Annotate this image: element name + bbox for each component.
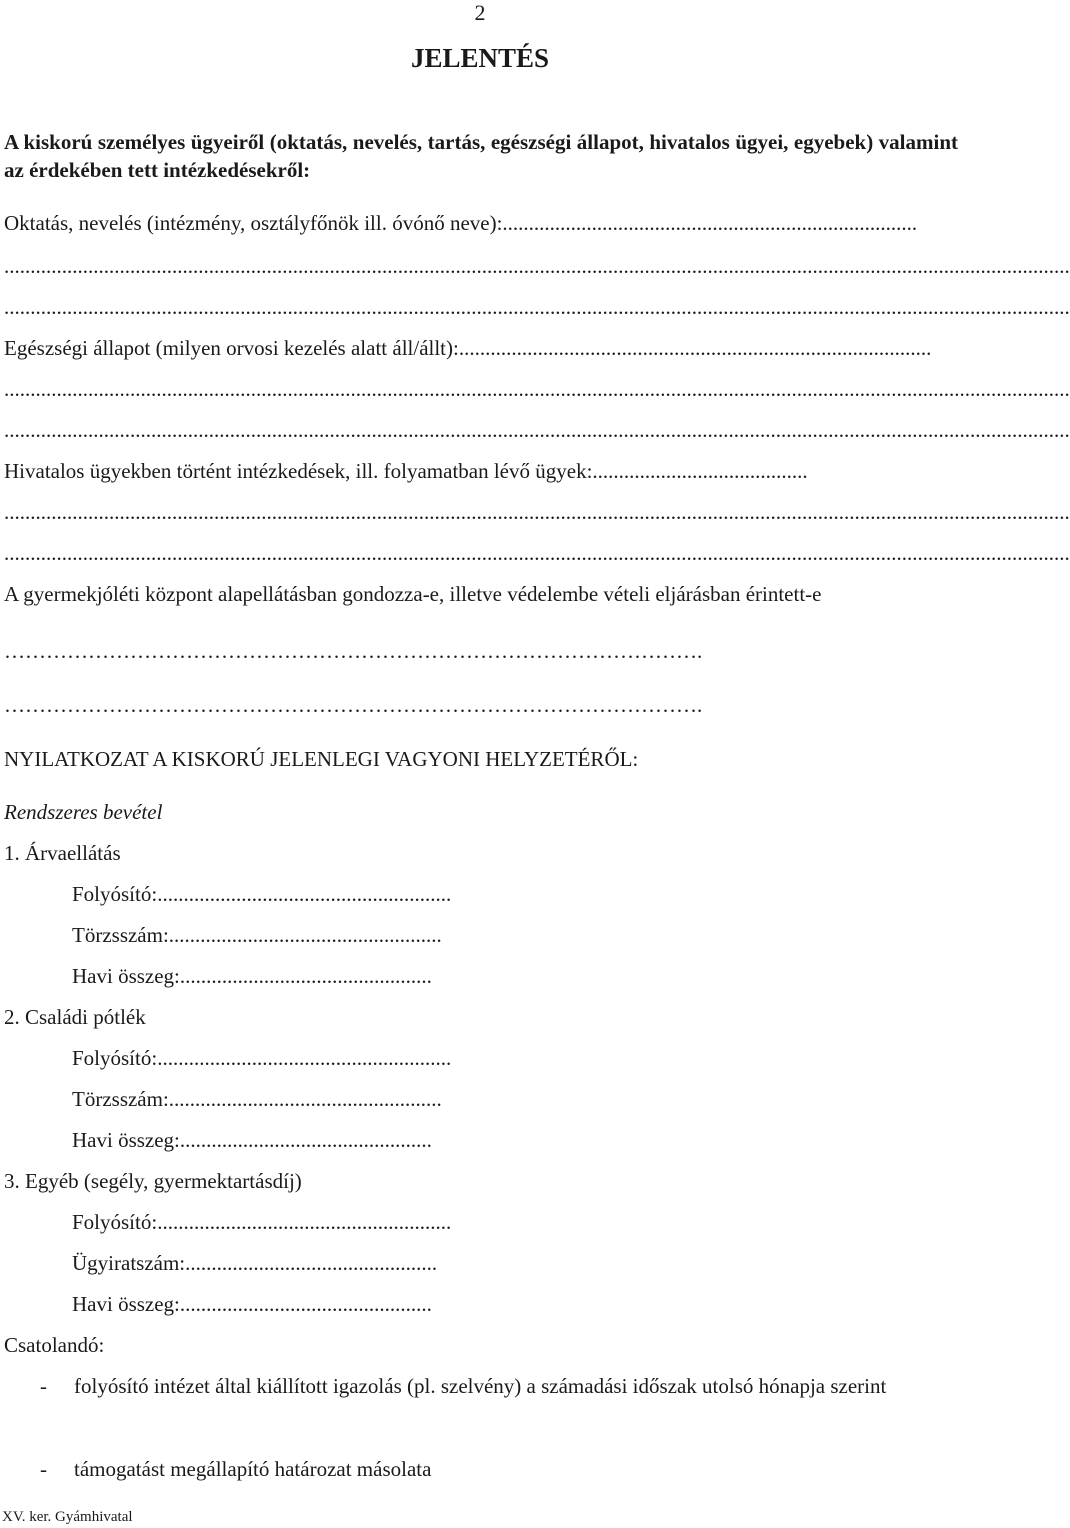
document-title: JELENTÉS bbox=[410, 43, 550, 73]
list-bullet: - bbox=[40, 1374, 47, 1398]
regular-income-label: Rendszeres bevétel bbox=[4, 800, 163, 824]
field-label: Törzsszám: bbox=[72, 1087, 169, 1111]
answer-line[interactable]: ………………………………………………………………………………………. bbox=[4, 639, 703, 663]
answer-dots[interactable]: ............................................................................... bbox=[502, 211, 918, 235]
answer-line[interactable]: ........................................................................................................................................................................................................... bbox=[4, 418, 1070, 442]
answer-line[interactable]: ........................................................................................................................................................................................................... bbox=[4, 295, 1070, 319]
field-monthly-amount bbox=[72, 963, 432, 989]
field-label: Havi összeg: bbox=[72, 964, 180, 988]
field-label: Havi összeg: bbox=[72, 1128, 180, 1152]
field-label: Folyósító: bbox=[72, 1210, 158, 1234]
question-health bbox=[4, 335, 932, 361]
page-number: 2 bbox=[474, 0, 486, 25]
field-label: Törzsszám: bbox=[72, 923, 169, 947]
field-disburser bbox=[72, 881, 451, 907]
field-dots[interactable]: ................................................ bbox=[179, 1128, 432, 1152]
intro-paragraph: A kiskorú személyes ügyeiről (oktatás, nevelés, tartás, egészségi állapot, hivatalos ügyei, egyebek) valamint az érdekében tett intézkedésekről: bbox=[4, 130, 958, 182]
answer-dots[interactable]: ......................................... bbox=[592, 459, 808, 483]
attachments-label: Csatolandó: bbox=[4, 1333, 105, 1357]
field-registration-number bbox=[72, 922, 442, 948]
field-dots[interactable]: ........................................................ bbox=[157, 1046, 452, 1070]
field-dots[interactable]: ........................................................ bbox=[157, 1210, 452, 1234]
field-dots[interactable]: ................................................ bbox=[179, 964, 432, 988]
field-dots[interactable]: ........................................................ bbox=[157, 882, 452, 906]
list-bullet: - bbox=[40, 1457, 47, 1481]
field-registration-number bbox=[72, 1086, 442, 1112]
attachment-item-resolution-copy: támogatást megállapító határozat másolata bbox=[74, 1457, 432, 1481]
answer-dots[interactable]: .......................................................................................... bbox=[458, 336, 932, 360]
question-label: Hivatalos ügyekben történt intézkedések, ill. folyamatban lévő ügyek: bbox=[4, 459, 593, 483]
field-dots[interactable]: ................................................ bbox=[185, 1251, 438, 1275]
answer-line[interactable]: ........................................................................................................................................................................................................... bbox=[4, 541, 1070, 565]
field-disburser bbox=[72, 1209, 451, 1235]
answer-line[interactable]: ........................................................................................................................................................................................................... bbox=[4, 377, 1070, 401]
field-label: Folyósító: bbox=[72, 1046, 158, 1070]
question-education bbox=[4, 210, 918, 236]
question-label: Egészségi állapot (milyen orvosi kezelés alatt áll/állt): bbox=[4, 336, 459, 360]
income-heading-other: 3. Egyéb (segély, gyermektartásdíj) bbox=[4, 1169, 302, 1193]
attachment-item-certificate: folyósító intézet által kiállított igazolás (pl. szelvény) a számadási időszak utolsó hónapja szerint bbox=[74, 1374, 887, 1398]
statement-heading: NYILATKOZAT A KISKORÚ JELENLEGI VAGYONI HELYZETÉRŐL: bbox=[4, 747, 639, 771]
question-official-matters bbox=[4, 458, 900, 484]
answer-line[interactable]: ........................................................................................................................................................................................................... bbox=[4, 500, 1070, 524]
field-dots[interactable]: .................................................... bbox=[168, 923, 442, 947]
footer-office-name: XV. ker. Gyámhivatal bbox=[2, 1509, 133, 1525]
question-child-welfare: A gyermekjóléti központ alapellátásban gondozza-e, illetve védelembe vételi eljárásban érintett-e bbox=[4, 582, 822, 606]
field-case-number bbox=[72, 1250, 437, 1276]
field-monthly-amount bbox=[72, 1291, 432, 1317]
field-dots[interactable]: .................................................... bbox=[168, 1087, 442, 1111]
answer-line[interactable]: ………………………………………………………………………………………. bbox=[4, 693, 703, 717]
income-heading-orphan-benefit: 1. Árvaellátás bbox=[4, 841, 121, 865]
field-dots[interactable]: ................................................ bbox=[179, 1292, 432, 1316]
field-monthly-amount bbox=[72, 1127, 432, 1153]
field-disburser bbox=[72, 1045, 451, 1071]
field-label: Folyósító: bbox=[72, 882, 158, 906]
question-label: Oktatás, nevelés (intézmény, osztályfőnök ill. óvónő neve): bbox=[4, 211, 503, 235]
answer-line[interactable]: ........................................................................................................................................................................................................... bbox=[4, 254, 1070, 278]
income-heading-family-allowance: 2. Családi pótlék bbox=[4, 1005, 146, 1029]
field-label: Ügyiratszám: bbox=[72, 1251, 186, 1275]
field-label: Havi összeg: bbox=[72, 1292, 180, 1316]
